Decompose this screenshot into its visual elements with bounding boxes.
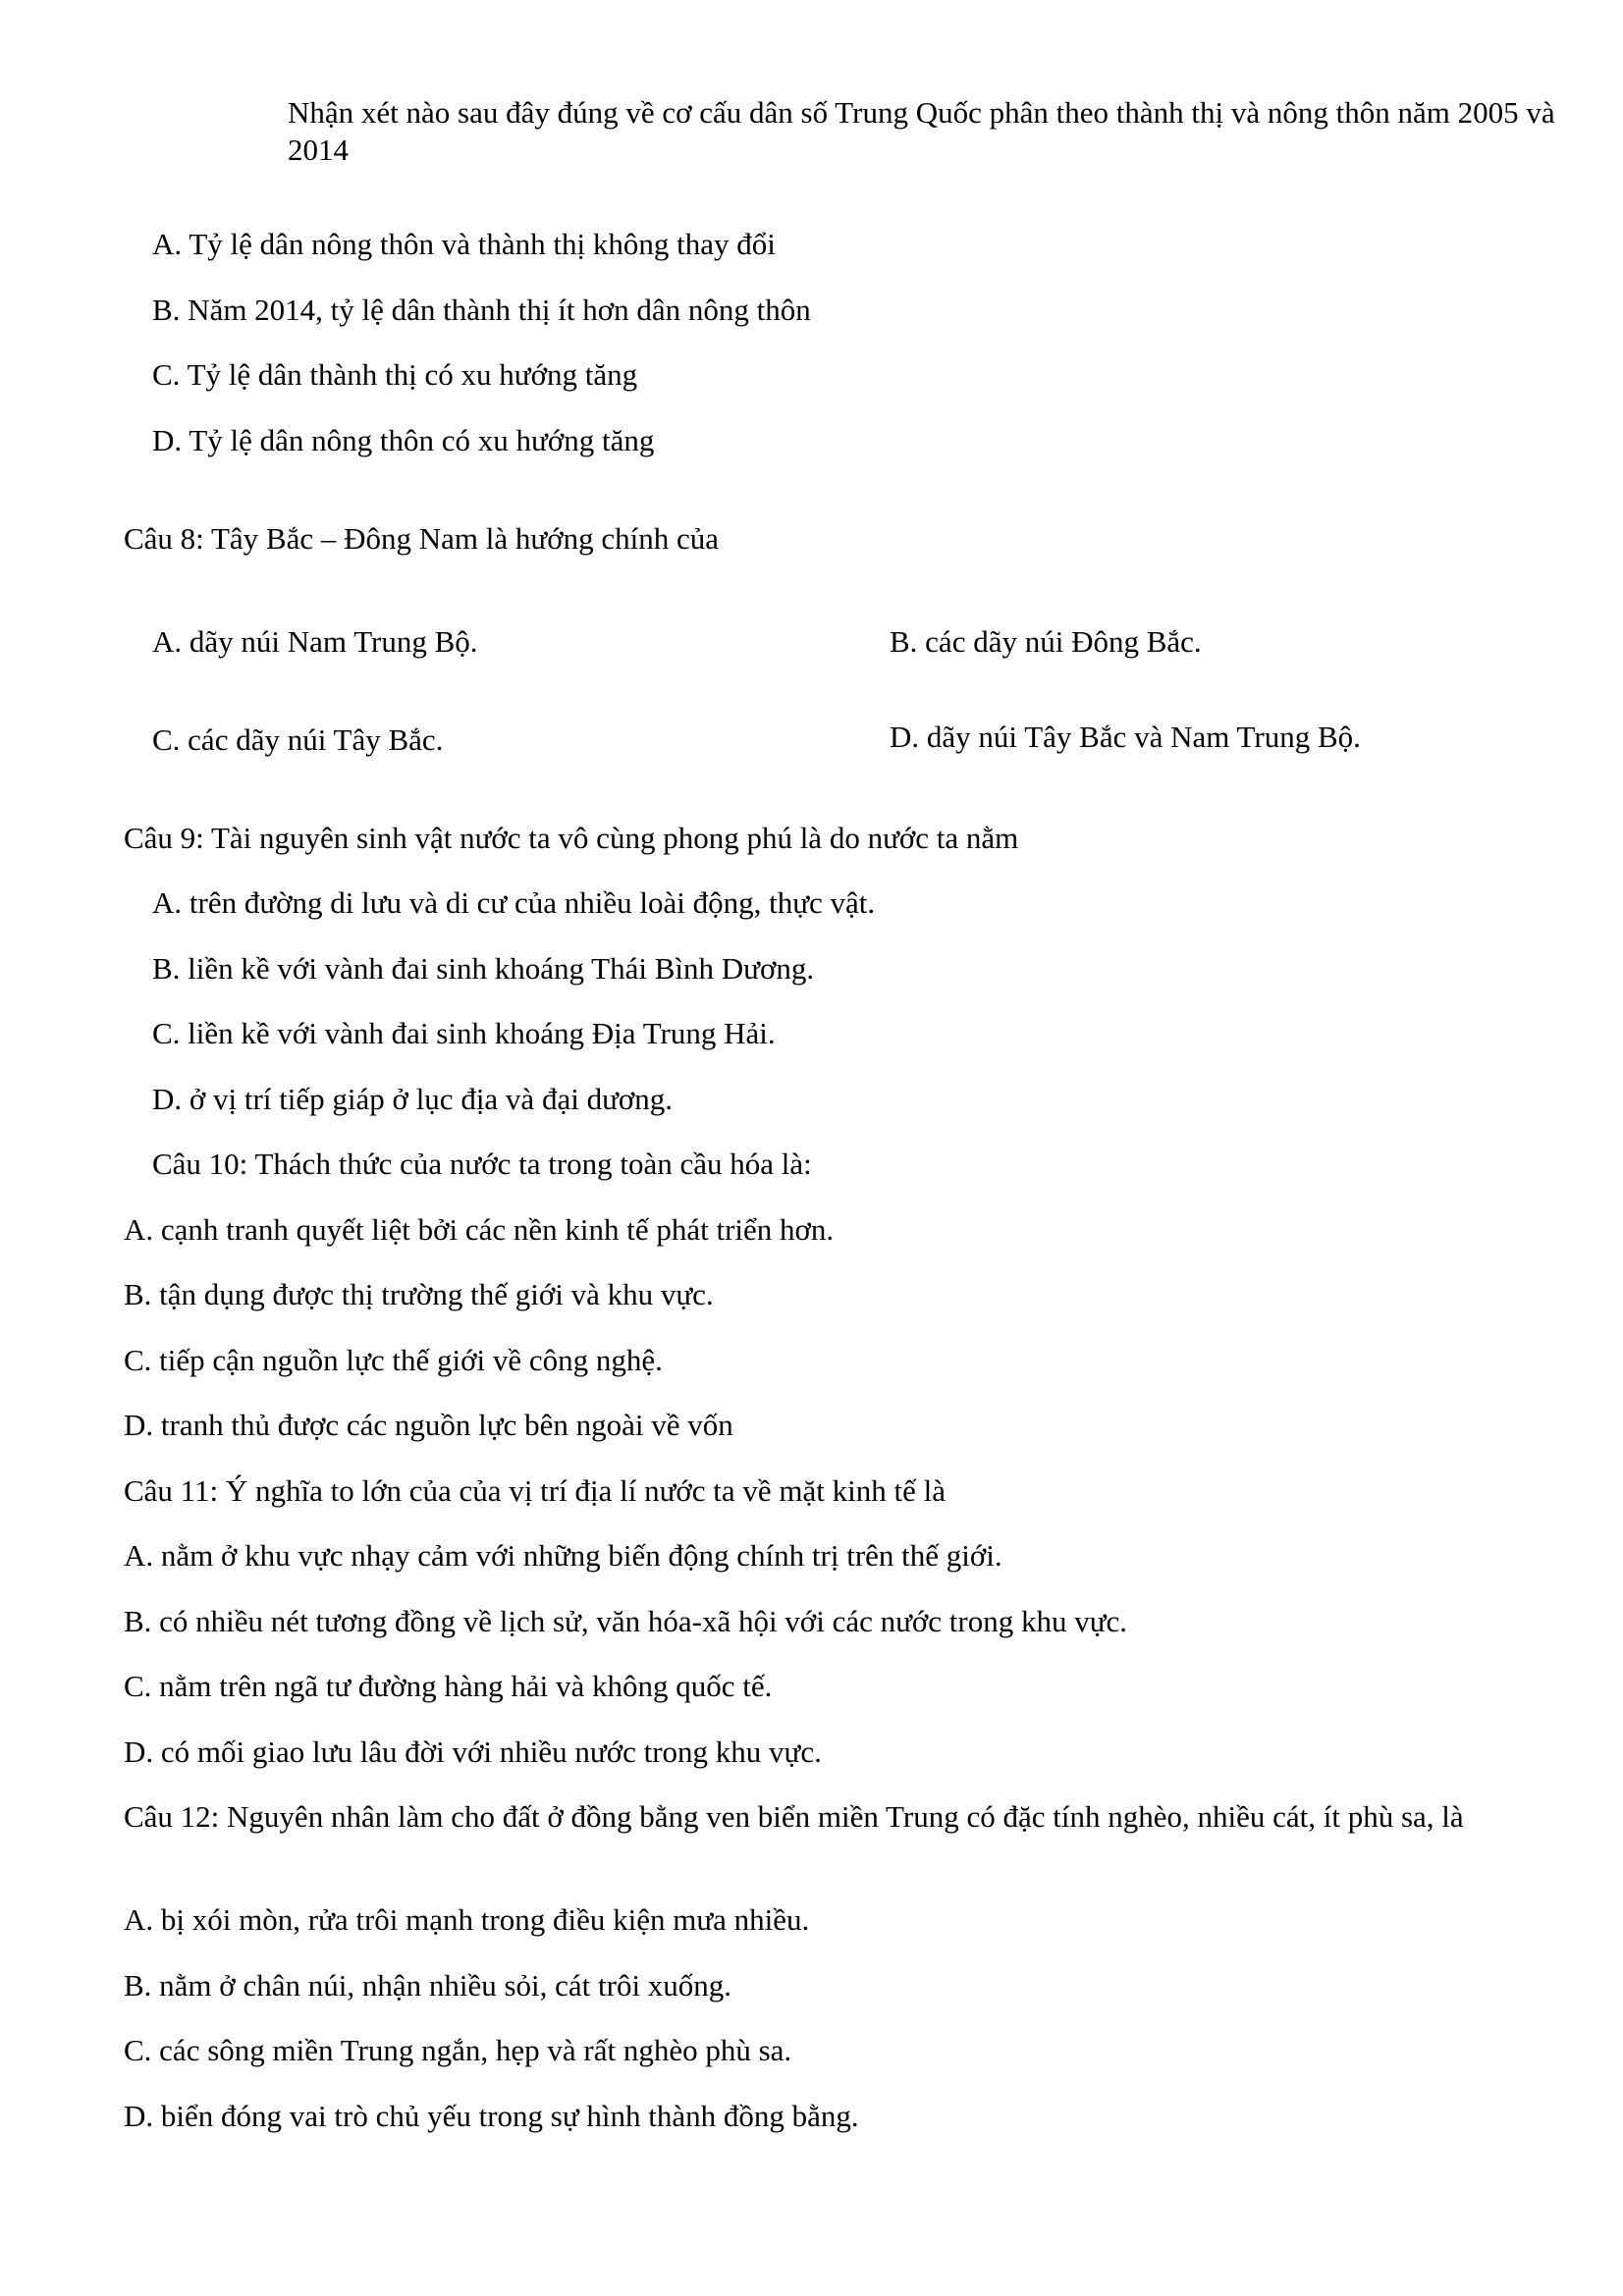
question-7-option-d: D. Tỷ lệ dân nông thôn có xu hướng tăng: [152, 423, 655, 457]
question-7-option-a: A. Tỷ lệ dân nông thôn và thành thị không thay đổi: [152, 227, 776, 261]
question-12-option-a: A. bị xói mòn, rửa trôi mạnh trong điều kiện mưa nhiều.: [124, 1902, 810, 1937]
question-8-option-b: B. các dãy núi Đông Bắc.: [890, 624, 1202, 659]
question-11-stem: Câu 11: Ý nghĩa to lớn của của vị trí địa lí nước ta về mặt kinh tế là: [124, 1473, 946, 1508]
question-9-option-b: B. liền kề với vành đai sinh khoáng Thái Bình Dương.: [152, 951, 815, 986]
question-11-option-a: A. nằm ở khu vực nhạy cảm với những biến động chính trị trên thế giới.: [124, 1538, 1002, 1573]
question-11-option-d: D. có mối giao lưu lâu đời với nhiều nước trong khu vực.: [124, 1735, 822, 1769]
question-9-option-c: C. liền kề với vành đai sinh khoáng Địa Trung Hải.: [152, 1016, 776, 1050]
question-7-option-b: B. Năm 2014, tỷ lệ dân thành thị ít hơn dân nông thôn: [152, 293, 811, 327]
question-11-option-b: B. có nhiều nét tương đồng về lịch sử, văn hóa-xã hội với các nước trong khu vực.: [124, 1604, 1128, 1638]
question-10-option-a: A. cạnh tranh quyết liệt bởi các nền kinh tế phát triển hơn.: [124, 1212, 835, 1247]
question-9-option-d: D. ở vị trí tiếp giáp ở lục địa và đại dương.: [152, 1082, 674, 1116]
question-10-option-b: B. tận dụng được thị trường thế giới và khu vực.: [124, 1277, 714, 1311]
question-8-option-c: C. các dãy núi Tây Bắc.: [152, 722, 444, 757]
question-12-stem: Câu 12: Nguyên nhân làm cho đất ở đồng bằng ven biển miền Trung có đặc tính nghèo, nhiều cát, ít phù sa, là: [124, 1799, 1464, 1834]
question-12-option-d: D. biển đóng vai trò chủ yếu trong sự hình thành đồng bằng.: [124, 2099, 859, 2133]
question-8-option-a: A. dãy núi Nam Trung Bộ.: [152, 624, 478, 659]
question-9-option-a: A. trên đường di lưu và di cư của nhiều loài động, thực vật.: [152, 885, 876, 920]
question-10-stem: Câu 10: Thách thức của nước ta trong toàn cầu hóa là:: [152, 1147, 812, 1181]
question-10-option-c: C. tiếp cận nguồn lực thế giới về công nghệ.: [124, 1343, 663, 1377]
question-7-option-c: C. Tỷ lệ dân thành thị có xu hướng tăng: [152, 357, 638, 392]
question-12-option-b: B. nằm ở chân núi, nhận nhiều sỏi, cát trôi xuống.: [124, 1968, 732, 2002]
question-11-option-c: C. nằm trên ngã tư đường hàng hải và không quốc tế.: [124, 1669, 773, 1703]
question-8-option-d: D. dãy núi Tây Bắc và Nam Trung Bộ.: [890, 720, 1361, 754]
question-9-stem: Câu 9: Tài nguyên sinh vật nước ta vô cùng phong phú là do nước ta nằm: [124, 821, 1019, 855]
question-12-option-c: C. các sông miền Trung ngắn, hẹp và rất nghèo phù sa.: [124, 2033, 792, 2067]
question-7-stem: Nhận xét nào sau đây đúng về cơ cấu dân số Trung Quốc phân theo thành thị và nông thôn năm 2005 và 2014: [288, 95, 1555, 167]
question-10-option-d: D. tranh thủ được các nguồn lực bên ngoài về vốn: [124, 1408, 733, 1442]
question-8-stem: Câu 8: Tây Bắc – Đông Nam là hướng chính của: [124, 521, 719, 556]
